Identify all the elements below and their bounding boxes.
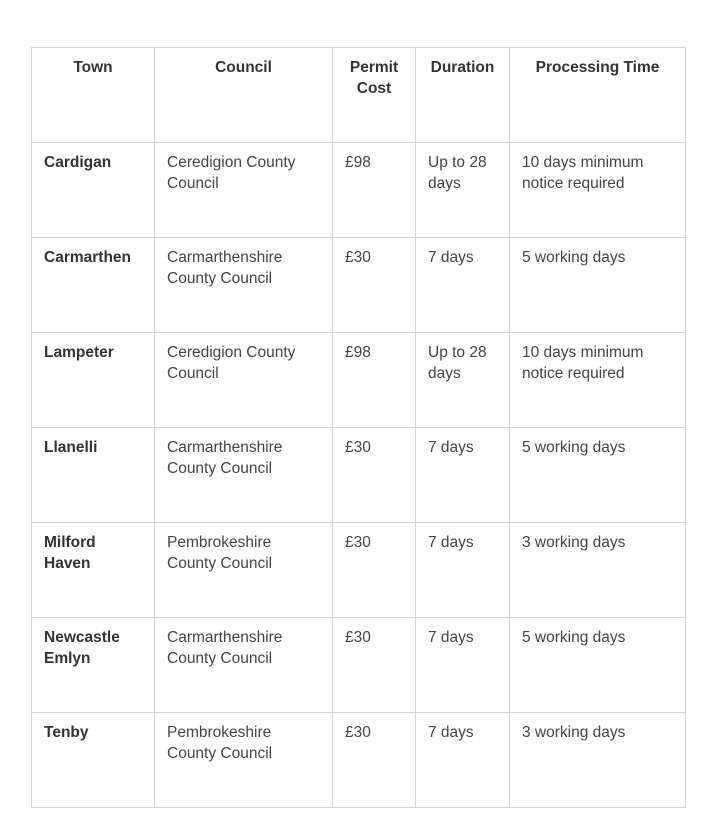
cell-permit-cost: £30	[333, 523, 416, 618]
cell-council: Carmarthenshire County Council	[155, 428, 333, 523]
cell-duration: Up to 28 days	[416, 333, 510, 428]
cell-permit-cost: £30	[333, 428, 416, 523]
table-header	[32, 48, 686, 143]
cell-town: Newcastle Emlyn	[32, 618, 155, 713]
cell-town: Cardigan	[32, 143, 155, 238]
table-row	[32, 618, 686, 713]
table-row	[32, 238, 686, 333]
cell-town: Lampeter	[32, 333, 155, 428]
cell-council: Carmarthenshire County Council	[155, 238, 333, 333]
cell-council: Pembrokeshire County Council	[155, 713, 333, 808]
cell-permit-cost: £98	[333, 143, 416, 238]
cell-town: Carmarthen	[32, 238, 155, 333]
table-body	[32, 143, 686, 808]
cell-council: Pembrokeshire County Council	[155, 523, 333, 618]
cell-processing-time: 3 working days	[510, 523, 686, 618]
header-row	[32, 48, 686, 143]
cell-processing-time: 10 days minimum notice required	[510, 333, 686, 428]
cell-duration: 7 days	[416, 428, 510, 523]
cell-duration: 7 days	[416, 713, 510, 808]
cell-processing-time: 3 working days	[510, 713, 686, 808]
table-row	[32, 428, 686, 523]
cell-town: Milford Haven	[32, 523, 155, 618]
cell-council: Ceredigion County Council	[155, 143, 333, 238]
table-row	[32, 713, 686, 808]
table-row	[32, 523, 686, 618]
header-town: Town	[32, 48, 155, 143]
cell-town: Llanelli	[32, 428, 155, 523]
header-council: Council	[155, 48, 333, 143]
cell-duration: Up to 28 days	[416, 143, 510, 238]
cell-council: Ceredigion County Council	[155, 333, 333, 428]
header-duration: Duration	[416, 48, 510, 143]
permit-table	[31, 47, 686, 808]
cell-town: Tenby	[32, 713, 155, 808]
cell-duration: 7 days	[416, 238, 510, 333]
header-processing-time: Processing Time	[510, 48, 686, 143]
cell-permit-cost: £98	[333, 333, 416, 428]
cell-council: Carmarthenshire County Council	[155, 618, 333, 713]
cell-permit-cost: £30	[333, 618, 416, 713]
table-row	[32, 143, 686, 238]
cell-processing-time: 10 days minimum notice required	[510, 143, 686, 238]
cell-processing-time: 5 working days	[510, 238, 686, 333]
header-permit-cost: Permit Cost	[333, 48, 416, 143]
cell-permit-cost: £30	[333, 713, 416, 808]
cell-duration: 7 days	[416, 523, 510, 618]
cell-processing-time: 5 working days	[510, 618, 686, 713]
cell-processing-time: 5 working days	[510, 428, 686, 523]
table-row	[32, 333, 686, 428]
cell-permit-cost: £30	[333, 238, 416, 333]
cell-duration: 7 days	[416, 618, 510, 713]
